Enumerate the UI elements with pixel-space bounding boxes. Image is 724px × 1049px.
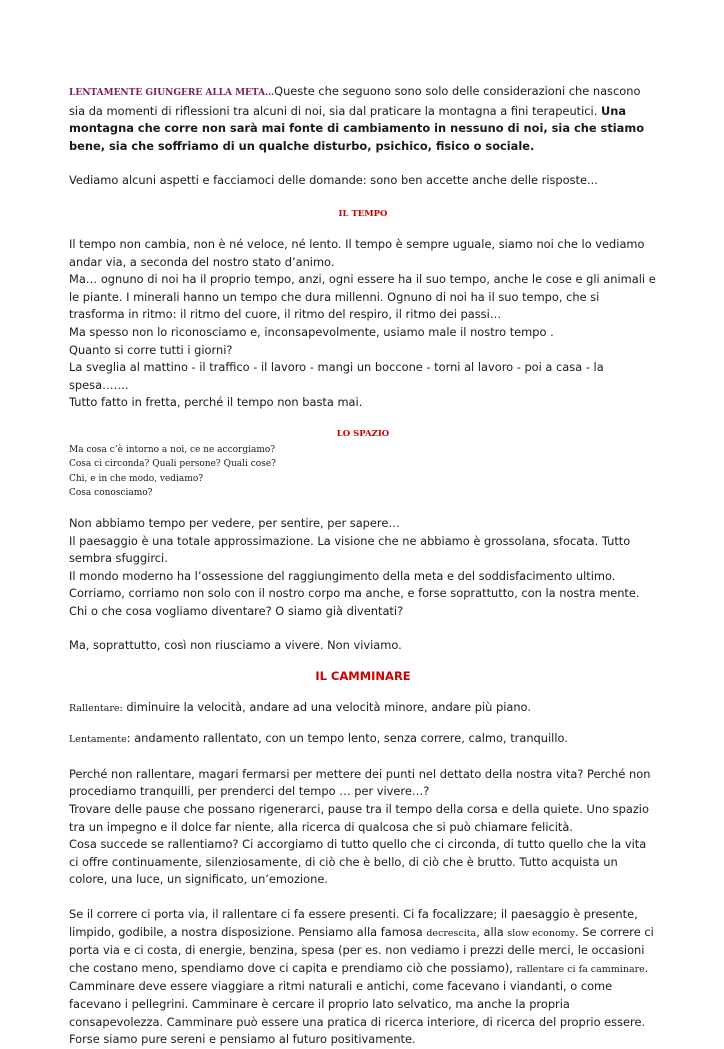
intro-paragraph xyxy=(69,83,657,155)
intro-text: Queste che seguono sono solo delle considerazioni che nascono sia da momenti di riflessioni tra alcuni di noi, sia dal praticare la montagna a fini terapeutici. xyxy=(69,84,641,118)
camminare-paragraph-1 xyxy=(69,766,657,889)
definition-text: diminuire la velocità, andare ad una velocità minore, andare più piano. xyxy=(122,699,531,714)
lead-paragraph: Vediamo alcuni aspetti e facciamoci delle domande: sono ben accette anche delle risposte... xyxy=(69,173,598,188)
section-heading-tempo: IL TEMPO xyxy=(338,208,388,219)
spazio-question: Cosa conosciamo? xyxy=(69,488,153,499)
camminare-paragraph-2 xyxy=(69,906,657,1031)
spazio-line: Corriamo, corriamo non solo con il nostro corpo ma anche, e forse soprattutto, con la nostra mente. xyxy=(69,586,640,601)
spazio-line: Non abbiamo tempo per vedere, per sentire, per sapere… xyxy=(69,515,400,530)
tempo-line: Ma spesso non lo riconosciamo e, inconsapevolmente, usiamo male il nostro tempo . xyxy=(69,324,554,339)
camminare-line: Cosa succede se rallentiamo? Ci accorgiamo di tutto quello che ci circonda, di tutto quello che la vita ci offre continuamente, silenziosamente, di ciò che è bello, di ciò che è brutto. Tutto acquista un colore, una luce, un significato, un’emozione. xyxy=(69,837,647,887)
text-run: , alla xyxy=(476,924,508,939)
term-rallentare-camminare: rallentare ci fa camminare xyxy=(516,963,645,975)
spazio-question: Chi, e in che modo, vediamo? xyxy=(69,473,204,484)
tempo-line: La sveglia al mattino - il traffico - il lavoro - mangi un boccone - torni al lavoro - poi a casa - la spesa……. xyxy=(69,360,604,392)
spazio-line: Il mondo moderno ha l’ossessione del raggiungimento della meta e del soddisfacimento ultimo. xyxy=(69,568,616,583)
definition-lentamente xyxy=(69,730,657,749)
text-run: Se il correre ci porta via, il rallentare ci fa essere presenti. Ci fa focalizzare; il paesaggio è presente, limpido, godibile, a nostra disposizione. Pensiamo alla famosa xyxy=(69,907,638,939)
spazio-body xyxy=(69,515,657,621)
spazio-questions xyxy=(69,443,657,501)
spazio-line: Il paesaggio è una totale approssimazione. La visione che ne abbiamo è grossolana, sfocata. Tutto sembra sfuggirci. xyxy=(69,533,631,566)
definition-text: : andamento rallentato, con un tempo lento, senza correre, calmo, tranquillo. xyxy=(126,731,568,746)
section-heading-camminare: IL CAMMINARE xyxy=(315,669,411,684)
definition-term: Rallentare: xyxy=(69,702,123,714)
section-heading-spazio: LO SPAZIO xyxy=(336,428,390,439)
camminare-line: Perché non rallentare, magari fermarsi per mettere dei punti nel dettato della nostra vita? Perché non procediamo tranquilli, per prenderci del tempo … per vivere…? xyxy=(69,766,651,799)
text-run: . Camminare deve essere viaggiare a ritmi naturali e antichi, come facevano i viandanti, o come facevano i pellegrini. Camminare è cercare il proprio lato selvatico, ma anche la propria consapevolezza. Camminare può essere una pratica di ricerca interiore, di ricerca del proprio essere. xyxy=(69,960,649,1029)
camminare-line: Trovare delle pause che possano rigenerarci, pause tra il tempo della corsa e della quiete. Uno spazio tra un impegno e il dolce far niente, alla ricerca di qualcosa che si può chiamare felicità. xyxy=(69,802,649,834)
spazio-question: Ma cosa c’è intorno a noi, ce ne accorgiamo? xyxy=(69,444,276,455)
tempo-body xyxy=(69,236,657,412)
intro-bold-text: Una montagna che corre non sarà mai fonte di cambiamento in nessuno di noi, sia che stiamo bene, sia che soffriamo di un qualche disturbo, psichico, fisico o sociale. xyxy=(69,103,645,153)
tempo-line: Il tempo non cambia, non è né veloce, né lento. Il tempo è sempre uguale, siamo noi che lo vediamo andar via, a seconda del nostro stato d’animo. xyxy=(69,236,645,269)
definition-rallentare xyxy=(69,699,657,718)
spazio-question: Cosa ci circonda? Quali persone? Quali cose? xyxy=(69,459,276,470)
camminare-last-line: Forse siamo pure sereni e pensiamo al futuro positivamente. xyxy=(69,1032,416,1047)
tempo-line: Tutto fatto in fretta, perché il tempo non basta mai. xyxy=(69,395,363,410)
term-slow-economy: slow economy xyxy=(507,927,576,939)
intro-heading: LENTAMENTE GIUNGERE ALLA META… xyxy=(69,88,275,98)
text-run: . Se correre ci porta via e ci costa, di energie, benzina, spesa (per es. non vediamo i prezzi delle merci, le occasioni che costano meno, spendiamo dove ci capita e prendiamo ciò che possiamo), xyxy=(69,924,654,975)
spazio-closing: Ma, soprattutto, così non riusciamo a vivere. Non viviamo. xyxy=(69,638,402,653)
tempo-line: Ma… ognuno di noi ha il proprio tempo, anzi, ogni essere ha il suo tempo, anche le cose e gli animali e le piante. I minerali hanno un tempo che dura millenni. Ognuno di noi ha il suo tempo, che si trasforma in ritmo: il ritmo del cuore, il ritmo del respiro, il ritmo dei passi… xyxy=(69,272,656,322)
spazio-line: Chi o che cosa vogliamo diventare? O siamo già diventati? xyxy=(69,603,404,618)
definition-term: Lentamente xyxy=(69,734,127,746)
tempo-line: Quanto si corre tutti i giorni? xyxy=(69,342,233,357)
document-page xyxy=(69,83,657,1049)
term-decrescita: decrescita xyxy=(426,927,477,939)
